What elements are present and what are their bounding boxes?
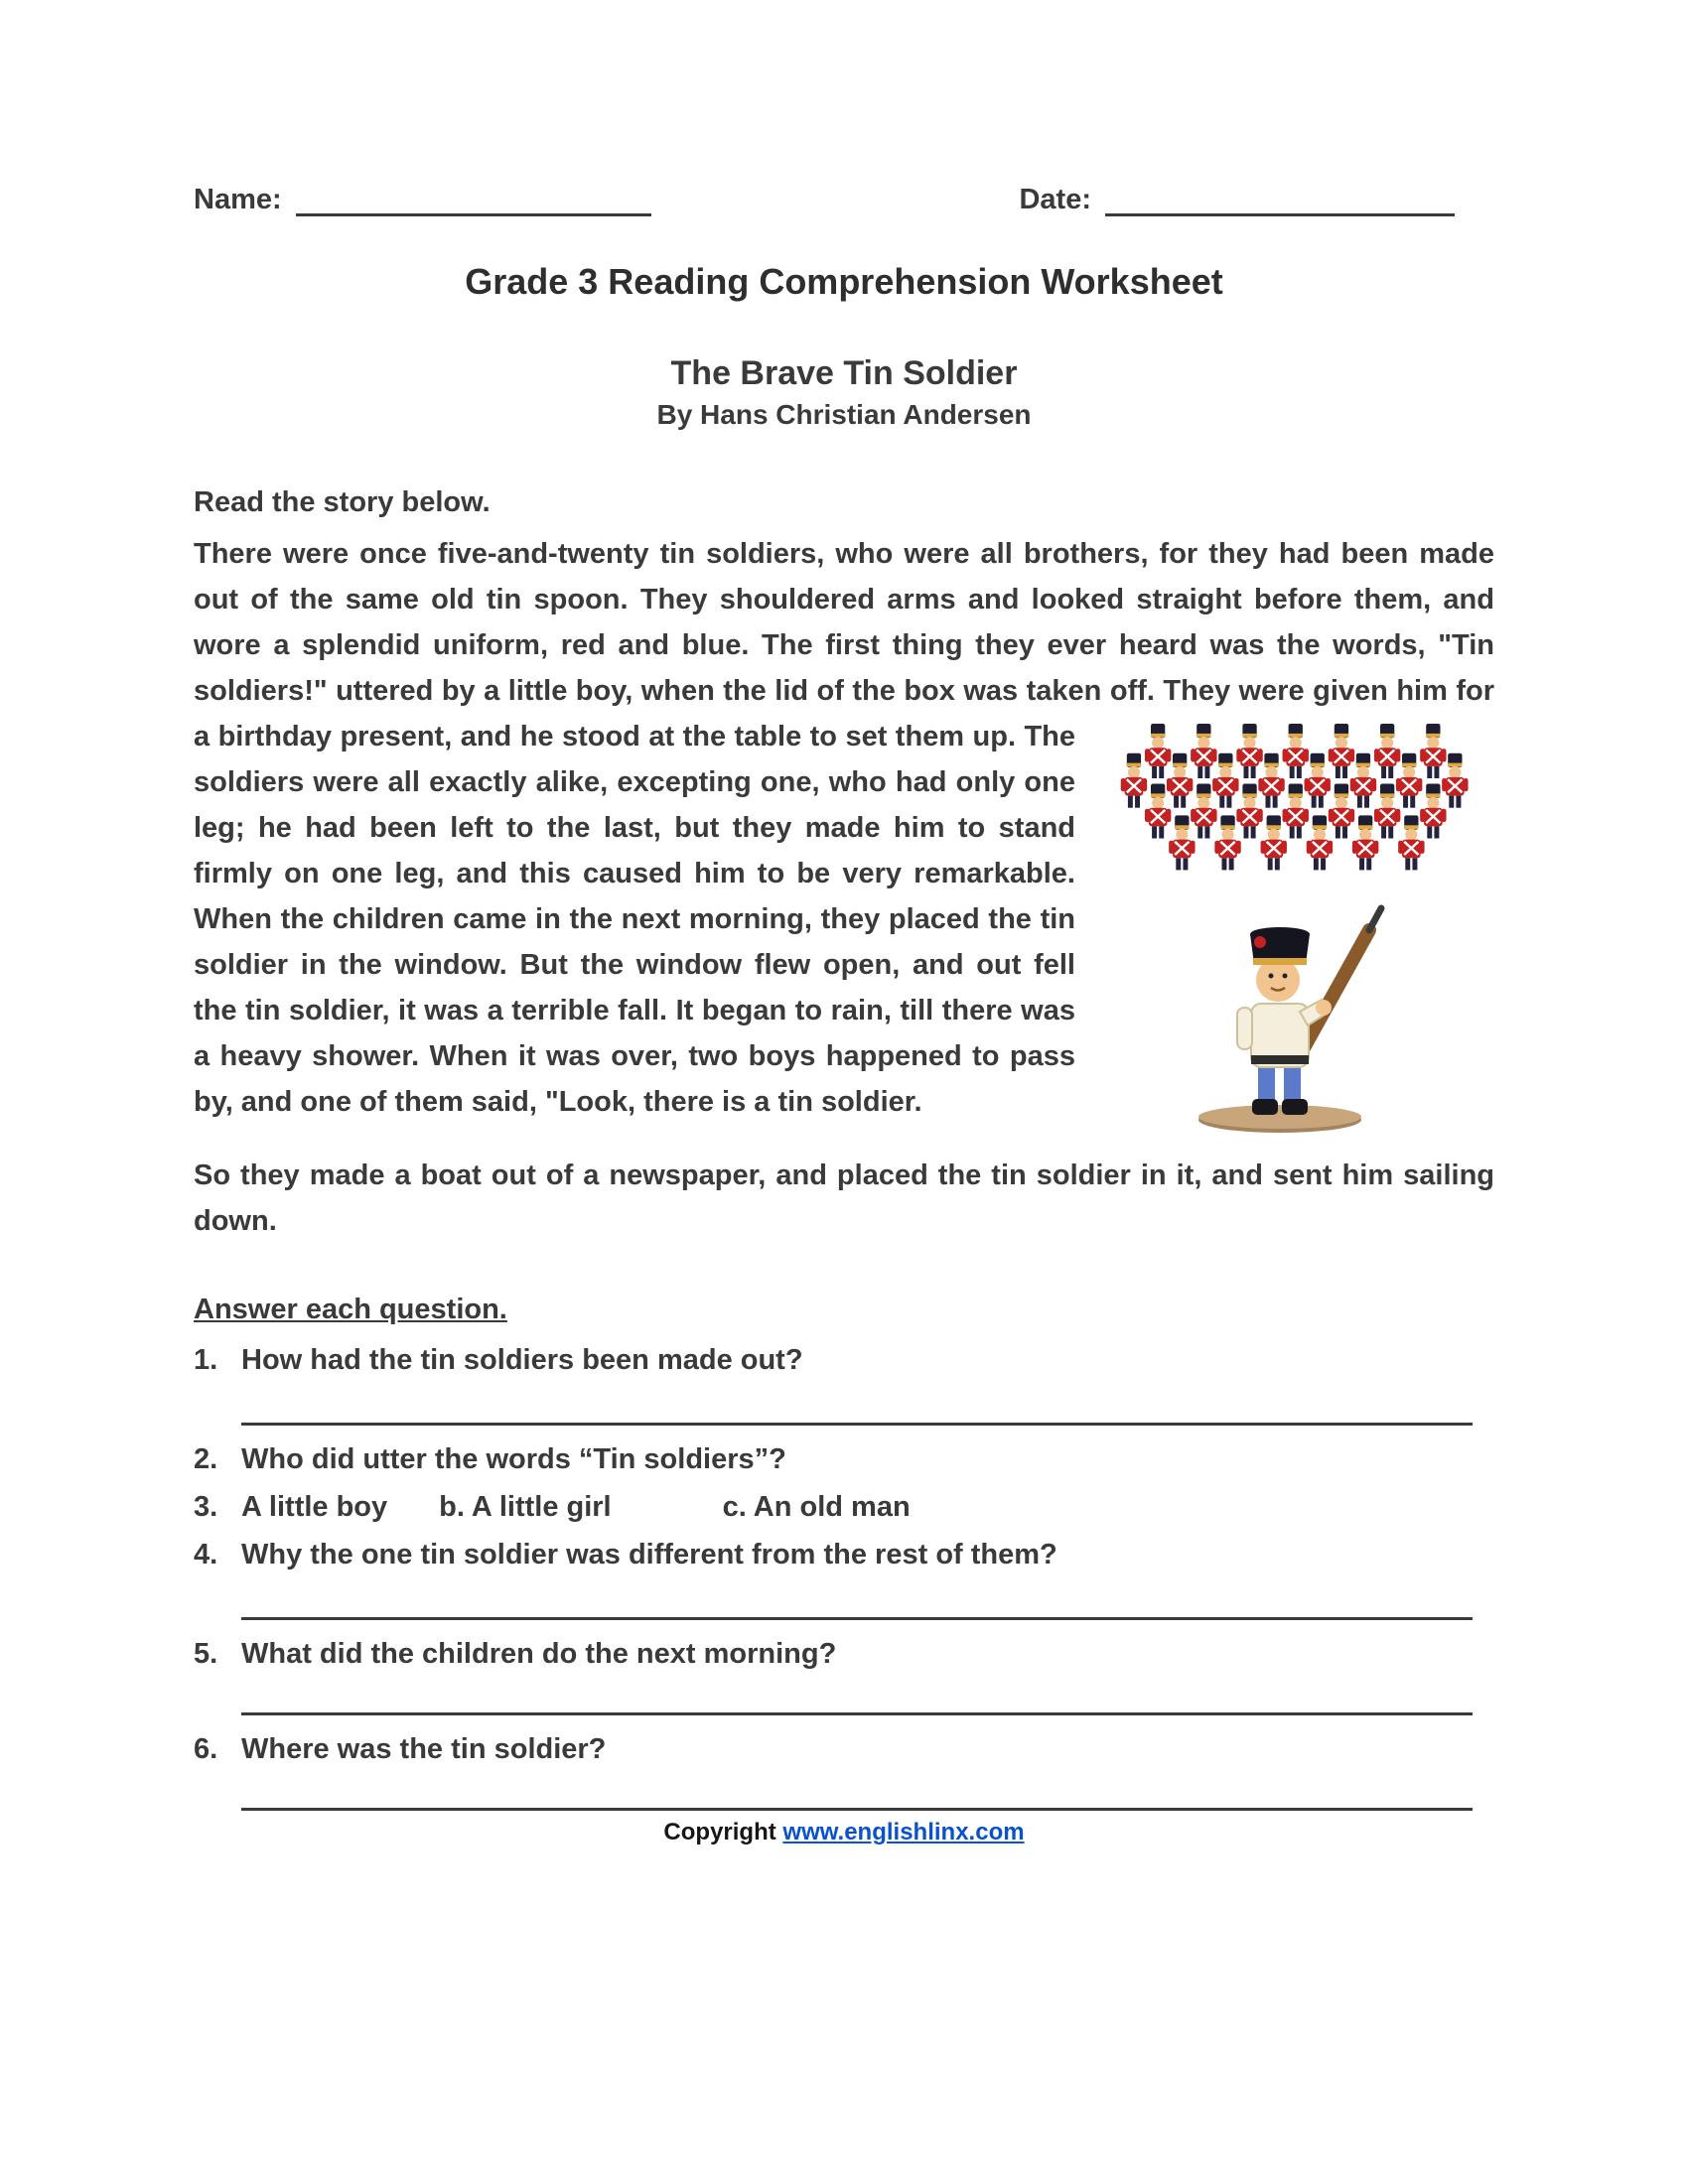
copyright-label: Copyright — [663, 1819, 783, 1845]
question-text: Why the one tin soldier was different from the rest of them? — [241, 1539, 1057, 1570]
answer-blank-line-4 — [241, 1574, 1473, 1620]
question-row-5 — [194, 1634, 1494, 1674]
story-title: The Brave Tin Soldier — [670, 354, 1018, 392]
page-title: Grade 3 Reading Comprehension Worksheet — [465, 261, 1223, 302]
tin-soldiers-image — [1097, 720, 1494, 1149]
story-byline: By Hans Christian Andersen — [656, 399, 1032, 430]
choice-c: c. An old man — [722, 1491, 911, 1523]
date-field — [1019, 184, 1455, 216]
question-number: 4. — [194, 1539, 218, 1570]
story-text — [194, 531, 1494, 1125]
story-part3: So they made a boat out of a newspaper, and placed the tin soldier in it, and sent him sailing down. — [194, 1160, 1494, 1237]
name-label: Name: — [194, 184, 282, 215]
question-number: 5. — [194, 1638, 218, 1670]
name-blank-line — [296, 189, 651, 216]
answer-blank-line-1 — [241, 1380, 1473, 1426]
question-text: What did the children do the next morning? — [241, 1638, 837, 1670]
read-instruction: Read the story below. — [194, 486, 491, 518]
header-row — [194, 184, 1494, 216]
tin-soldiers-illustration — [1097, 720, 1494, 1149]
date-label: Date: — [1019, 184, 1091, 215]
answer-blank-line-6 — [241, 1769, 1473, 1811]
story-part1: There were once five-and-twenty tin soldiers, who were all brothers, for they had been made out of the same old tin spoon. They shouldered arms and looked straight before them, and wore a splendid uniform, red and blue. The first thing they ever heard was the words, "Tin soldiers!" uttered by a little boy, when the lid of the box was taken off. They were given him for a birthday — [194, 538, 1494, 752]
englishlinx-link[interactable]: www.englishlinx.com — [782, 1819, 1025, 1845]
question-row-1 — [194, 1340, 1494, 1380]
question-row-2 — [194, 1439, 1494, 1479]
story-part2: present, and he stood at the table to set them up. The soldiers were all exactly alike, excepting one, who had only one leg; he had been left to the last, but they made him to stand firmly on one leg, and this caused him to be very remarkable. When the children came in the next morning, they placed the tin soldier in the window. But the window flew open, and out fell the tin soldier, it was a terrible fall. It began to rain, till there was a heavy shower. When it was over, two boys happened to pass by, and one of them said, "Look, there is a tin soldier. — [194, 721, 1076, 1118]
name-field — [194, 184, 651, 216]
question-row-4 — [194, 1535, 1494, 1574]
question-text: Where was the tin soldier? — [241, 1733, 607, 1765]
question-number: 2. — [194, 1443, 218, 1475]
question-row-6 — [194, 1729, 1494, 1769]
question-number: 6. — [194, 1733, 218, 1765]
choice-b: b. A little girl — [439, 1491, 612, 1523]
date-blank-line — [1105, 189, 1455, 216]
question-text: Who did utter the words “Tin soldiers”? — [241, 1443, 786, 1475]
answer-section-heading: Answer each question. — [194, 1294, 507, 1325]
question-row-3 — [194, 1487, 1494, 1527]
question-text: How had the tin soldiers been made out? — [241, 1344, 803, 1376]
question-number: 1. — [194, 1344, 218, 1376]
choice-a: A little boy — [241, 1491, 388, 1523]
question-number: 3. — [194, 1491, 218, 1523]
answer-blank-line-5 — [241, 1674, 1473, 1715]
footer — [194, 1819, 1494, 1846]
